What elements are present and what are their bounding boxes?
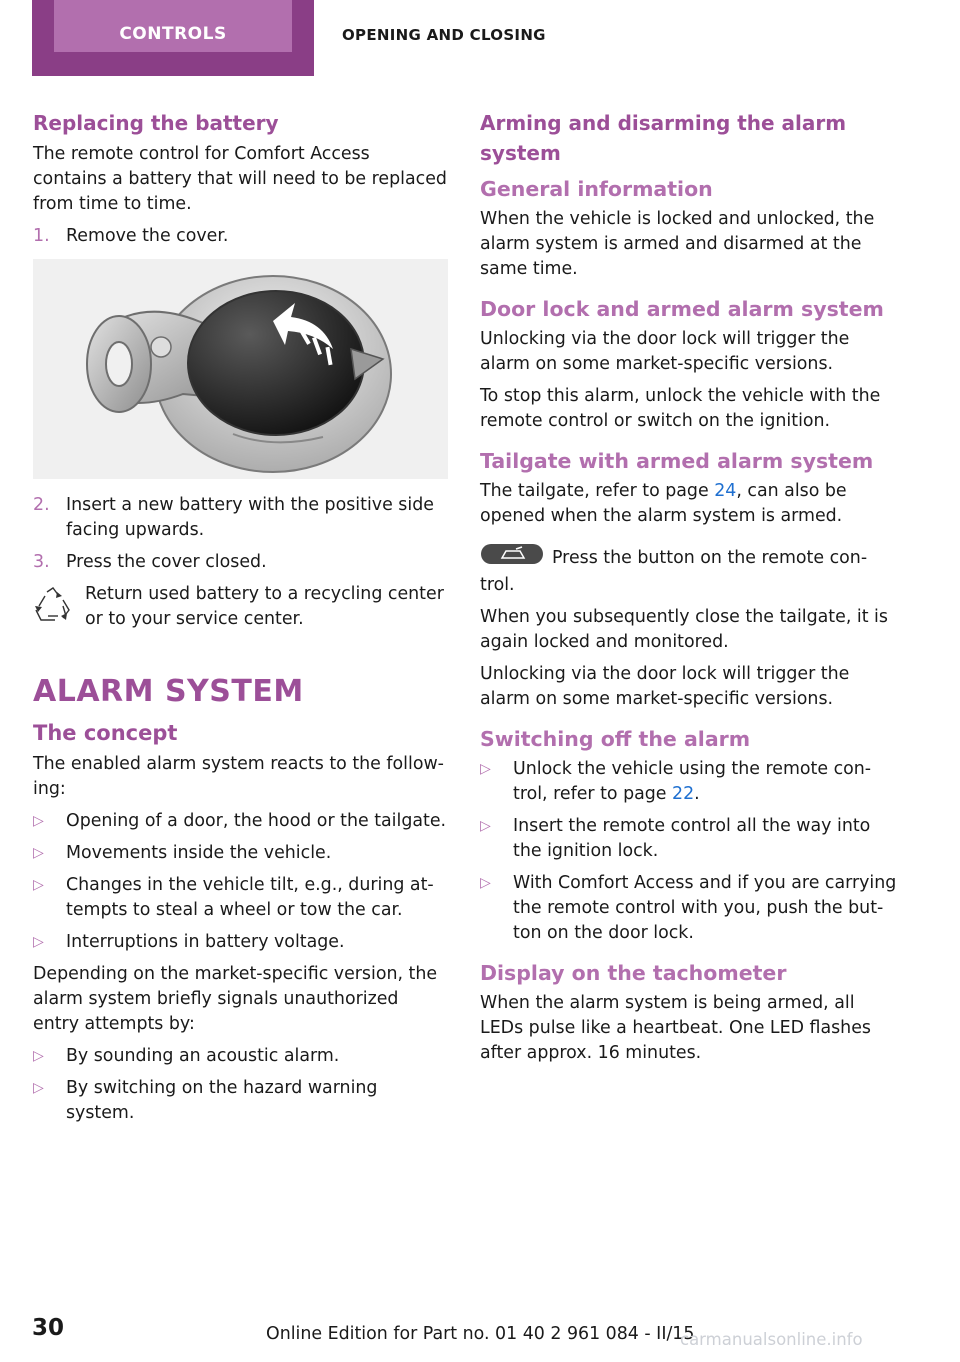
switchoff-item-text: Unlock the vehicle using the remote con‐trol, refer to page — [513, 759, 872, 804]
list-triangle-icon: ▷ — [480, 761, 491, 777]
battery-heading: Replacing the battery — [33, 111, 279, 135]
list-item — [33, 930, 448, 955]
doorlock-heading: Door lock and armed alarm system — [480, 297, 884, 321]
step-2 — [33, 493, 448, 543]
tailgate-text — [480, 479, 900, 529]
step-text: Insert a new battery with the positive side facing upwards. — [66, 495, 434, 540]
concept-text: The enabled alarm system reacts to the follow‐ing: — [33, 754, 444, 799]
concept-heading: The concept — [33, 721, 178, 745]
step-number: 3. — [33, 552, 50, 572]
press-button-label: Press the button on the remote con‐trol. — [480, 548, 868, 595]
doorlock-text-1: Unlocking via the door lock will trigger the alarm on some market-specific versions. — [480, 329, 850, 374]
step-3 — [33, 550, 448, 575]
list-triangle-icon: ▷ — [33, 813, 44, 829]
header-section-title: OPENING AND CLOSING — [342, 26, 546, 44]
header-tab — [32, 0, 314, 76]
list-item — [480, 757, 900, 807]
alarm-system-title: ALARM SYSTEM — [33, 674, 304, 709]
left-column — [33, 108, 448, 1133]
list-item — [33, 809, 448, 834]
recycling-note — [33, 582, 448, 632]
list-item-text: Opening of a door, the hood or the tailgate. — [66, 811, 447, 831]
header-tab-label: CONTROLS — [54, 0, 292, 52]
page-link-24[interactable]: 24 — [714, 481, 737, 501]
tailgate-button-icon — [480, 543, 544, 573]
general-text: When the vehicle is locked and unlocked, the alarm system is armed and disarmed at the same time. — [480, 209, 875, 279]
watermark: carmanualsonline.info — [680, 1330, 863, 1349]
recycling-note-text: Return used battery to a recycling center or to your service center. — [85, 584, 444, 629]
list-triangle-icon: ▷ — [480, 818, 491, 834]
battery-intro: The remote control for Comfort Access contains a battery that will need to be replaced from time to time. — [33, 144, 447, 214]
list-item — [33, 841, 448, 866]
step-text: Press the cover closed. — [66, 552, 267, 572]
list-item-text: With Comfort Access and if you are carrying the remote control with you, push the but‐ton on the door lock. — [513, 873, 897, 943]
list-item — [33, 873, 448, 923]
switchoff-heading: Switching off the alarm — [480, 727, 751, 751]
press-button-text — [480, 543, 900, 598]
right-column — [480, 108, 900, 1073]
list-triangle-icon: ▷ — [33, 1080, 44, 1096]
tailgate-text-start: The tailgate, refer to page — [480, 481, 715, 501]
doorlock-text-2: To stop this alarm, unlock the vehicle with the remote control or switch on the ignition. — [480, 386, 881, 431]
tacho-heading: Display on the tachometer — [480, 961, 787, 985]
list-item-text: Changes in the vehicle tilt, e.g., during at‐tempts to steal a wheel or tow the car. — [66, 875, 434, 920]
list-item-text: Movements inside the vehicle. — [66, 843, 332, 863]
list-item — [33, 1044, 448, 1069]
tacho-text: When the alarm system is being armed, all LEDs pulse like a heartbeat. One LED flashes after approx. 16 minutes. — [480, 993, 871, 1063]
list-item-text: Interruptions in battery voltage. — [66, 932, 345, 952]
general-heading: General information — [480, 177, 713, 201]
unlock-text: Unlocking via the door lock will trigger the alarm on some market-specific versions. — [480, 664, 850, 709]
tailgate-text-end: , can also be opened when the alarm system is armed. — [480, 481, 847, 526]
list-item — [33, 1076, 448, 1126]
arming-heading: Arming and disarming the alarm system — [480, 111, 847, 165]
list-item — [480, 814, 900, 864]
page-number: 30 — [32, 1315, 65, 1341]
signals-text: Depending on the market-specific version, the alarm system briefly signals unauthorized entry attempts by: — [33, 964, 438, 1034]
remote-key-drawing — [33, 259, 448, 479]
step-number: 1. — [33, 226, 50, 246]
list-item-text: By switching on the hazard warning system. — [66, 1078, 378, 1123]
step-text: Remove the cover. — [66, 226, 229, 246]
list-triangle-icon: ▷ — [33, 1048, 44, 1064]
tailgate-heading: Tailgate with armed alarm system — [480, 449, 874, 473]
recycling-icon — [33, 582, 85, 632]
list-item — [480, 871, 900, 946]
page-link-22[interactable]: 22 — [672, 784, 695, 804]
list-item-text — [513, 757, 900, 807]
close-text: When you subsequently close the tailgate, it is again locked and monitored. — [480, 607, 888, 652]
list-item-text: By sounding an acoustic alarm. — [66, 1046, 340, 1066]
switchoff-item-end: . — [694, 784, 700, 804]
list-triangle-icon: ▷ — [33, 845, 44, 861]
list-triangle-icon: ▷ — [33, 934, 44, 950]
edition-note: Online Edition for Part no. 01 40 2 961 084 - II/15 — [266, 1324, 695, 1344]
step-number: 2. — [33, 495, 50, 515]
step-1 — [33, 224, 448, 249]
list-item-text: Insert the remote control all the way into the ignition lock. — [513, 816, 871, 861]
list-triangle-icon: ▷ — [33, 877, 44, 893]
remote-key-illustration — [33, 259, 448, 479]
list-triangle-icon: ▷ — [480, 875, 491, 891]
